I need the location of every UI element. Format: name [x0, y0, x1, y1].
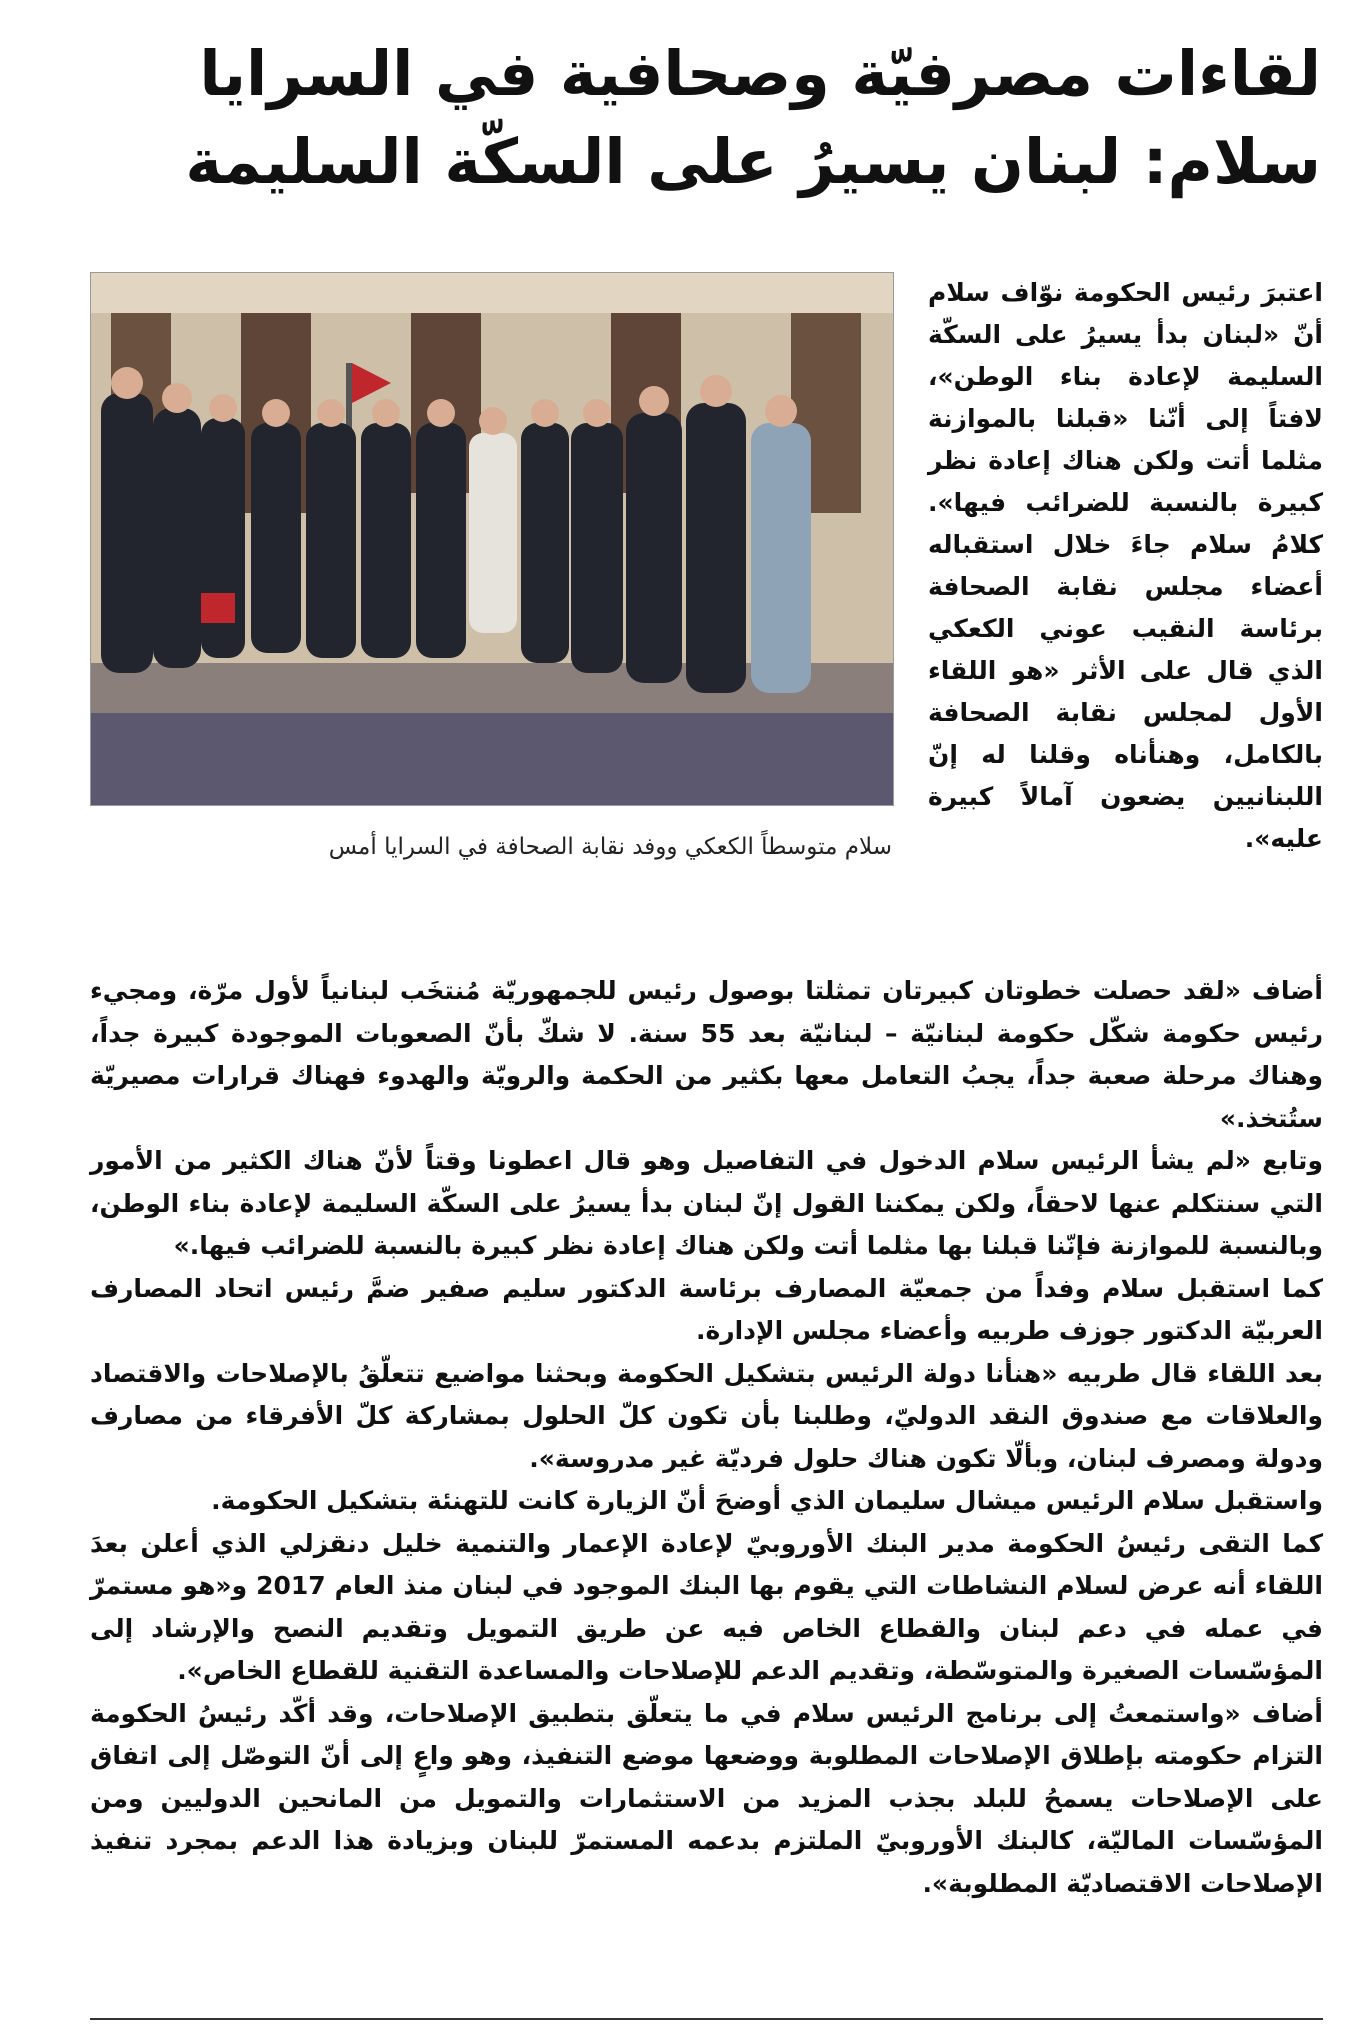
article-paragraph: أضاف «واستمعتُ إلى برنامج الرئيس سلام في ما يتعلّق بتطبيق الإصلاحات، وقد أكّد رئيسُ الحكومة التزام حكومته بإطلاق الإصلاحات المطلوبة ووضعها موضع التنفيذ، وهو واعٍ إلى أنّ التوصّل إلى اتفاق على الإصلاحات يسمحُ للبلد بجذب المزيد من الاستثمارات والتمويل من المانحين الدوليين ومن المؤسّسات الماليّة، كالبنك الأوروبيّ الملتزم بدعمه المستمرّ للبنان وبزيادة هذا الدعم بمجرد تنفيذ الإصلاحات الاقتصاديّة المطلوبة». [90, 1698, 1323, 1898]
bottom-divider [90, 2018, 1323, 2020]
headline-line-2: سلام: لبنان يسيرُ على السكّة السليمة [185, 125, 1321, 198]
article-paragraph: كما استقبل سلام وفداً من جمعيّة المصارف برئاسة الدكتور سليم صفير ضمَّ رئيس اتحاد المصارف العربيّة الدكتور جوزف طربيه وأعضاء مجلس الإدارة. [90, 1273, 1323, 1345]
intro-paragraph: اعتبرَ رئيس الحكومة نوّاف سلام أنّ «لبنان بدأ يسيرُ على السكّة السليمة لإعادة بناء الوطن»، لافتاً إلى أنّنا «قبلنا بالموازنة مثلما أتت ولكن هناك إعادة نظر كبيرة بالنسبة للضرائب فيها». كلامُ سلام جاءَ خلال استقباله أعضاء مجلس نقابة الصحافة برئاسة النقيب عوني الكعكي الذي قال على الأثر «هو اللقاء الأول لمجلس نقابة الصحافة بالكامل، وهنأناه وقلنا له إنّ اللبنانيين يضعون آمالاً كبيرة عليه». [928, 278, 1323, 853]
news-photo [90, 272, 894, 806]
article-paragraph: أضاف «لقد حصلت خطوتان كبيرتان تمثلتا بوصول رئيس للجمهوريّة مُنتخَب لبنانياً لأول مرّة، ومجيء رئيس حكومة شكّل حكومة لبنانيّة – لبنانيّة بعد 55 سنة. لا شكّ بأنّ الصعوبات الموجودة كبيرة جداً، وهناك مرحلة صعبة جداً، يجبُ التعامل معها بكثير من الحكمة والرويّة والهدوء فهناك قرارات مصيريّة ستُتخذ.» [90, 976, 1323, 1133]
headline-line-1: لقاءات مصرفيّة وصحافية في السرايا [199, 37, 1321, 110]
article-paragraph: كما التقى رئيسُ الحكومة مدير البنك الأوروبيّ لإعادة الإعمار والتنمية خليل دنقزلي الذي أعلن بعدَ اللقاء أنه عرض لسلام النشاطات التي يقوم بها البنك الموجود في لبنان منذ العام 2017 و«هو مستمرّ في عمله في دعم لبنان والقطاع الخاص فيه عن طريق التمويل وتقديم النصح والإرشاد إلى المؤسّسات الصغيرة والمتوسّطة، وتقديم الدعم للإصلاحات والمساعدة التقنية للقطاع الخاص». [90, 1528, 1323, 1685]
photo-caption: سلام متوسطاً الكعكي ووفد نقابة الصحافة في السرايا أمس [328, 834, 892, 860]
article-body [90, 970, 1323, 1905]
headline [40, 30, 1321, 206]
article-paragraph: بعد اللقاء قال طربيه «هنأنا دولة الرئيس بتشكيل الحكومة وبحثنا مواضيع تتعلّقُ بالإصلاحات والاقتصاد والعلاقات مع صندوق النقد الدوليّ، وطلبنا بأن تكون كلّ الحلول بمشاركة كلّ الأفرقاء من مصارف ودولة ومصرف لبنان، وبألّا تكون هناك حلول فرديّة غير مدروسة». [90, 1358, 1323, 1473]
article-paragraph: وتابع «لم يشأ الرئيس سلام الدخول في التفاصيل وهو قال اعطونا وقتاً لأنّ هناك الكثير من الأمور التي سنتكلم عنها لاحقاً، ولكن يمكننا القول إنّ لبنان بدأ يسيرُ على السكّة السليمة لإعادة بناء الوطن، وبالنسبة للموازنة فإنّنا قبلنا بها مثلما أتت ولكن هناك إعادة نظر كبيرة بالنسبة للضرائب فيها.» [90, 1146, 1323, 1260]
article-paragraph: واستقبل سلام الرئيس ميشال سليمان الذي أوضحَ أنّ الزيارة كانت للتهنئة بتشكيل الحكومة. [211, 1486, 1323, 1515]
intro-column [928, 272, 1323, 860]
group-photo-illustration [91, 273, 893, 805]
